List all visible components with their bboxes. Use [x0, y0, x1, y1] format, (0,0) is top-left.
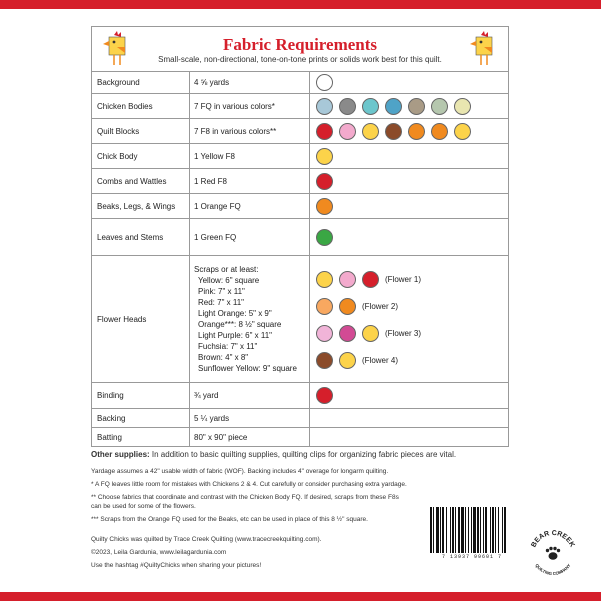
other-supplies: Other supplies: In addition to basic quilting supplies, quilting clips for organizing fabric pieces are vital. — [91, 450, 457, 459]
color-swatch — [362, 271, 379, 288]
barcode-number: 7 13937 99601 7 — [441, 554, 502, 560]
flower-size-line: Scraps or at least: — [194, 265, 259, 274]
color-swatch — [316, 173, 333, 190]
color-swatch — [316, 325, 333, 342]
page-title: Fabric Requirements — [222, 35, 378, 54]
row-label: Batting — [92, 428, 190, 446]
row-swatches — [310, 383, 514, 408]
row-swatches — [310, 144, 514, 168]
color-swatch — [431, 123, 448, 140]
color-swatch — [316, 98, 333, 115]
row-swatches — [310, 71, 514, 93]
row-label: Binding — [92, 383, 190, 408]
chick-icon — [470, 31, 498, 67]
flower-swatches — [310, 256, 514, 382]
color-swatch — [431, 98, 448, 115]
flower-size-line: Light Orange: 5" x 9" — [198, 309, 272, 318]
note-line: * A FQ leaves little room for mistakes with Chickens 2 & 4. Cut carefully or consider purchasing extra yardage. — [91, 481, 407, 488]
bear-creek-logo — [527, 528, 579, 580]
barcode — [426, 505, 518, 557]
flower-group — [316, 298, 398, 315]
flower-group — [316, 271, 421, 288]
table-row — [92, 219, 508, 256]
flower-size-list — [190, 256, 310, 382]
color-swatch — [316, 387, 333, 404]
row-label: Chick Body — [92, 144, 190, 168]
flower-group — [316, 325, 421, 342]
barcode-icon — [426, 505, 518, 555]
row-amount: 5 ¼ yards — [190, 409, 310, 427]
note-line: *** Scraps from the Orange FQ used for the Beaks, etc can be used in place of this 8 ½" square. — [91, 516, 368, 523]
row-swatches — [310, 119, 514, 143]
table-row — [92, 144, 508, 169]
table-row — [92, 383, 508, 409]
table-row — [92, 94, 508, 119]
note-line: ** Choose fabrics that coordinate and contrast with the Chicken Body FQ. If desired, scraps from these F8s — [91, 494, 399, 501]
credit-line: Use the hashtag #QuiltyChicks when sharing your pictures! — [91, 562, 262, 569]
row-swatches — [310, 94, 514, 118]
flower-size-line: Pink: 7" x 11" — [198, 287, 245, 296]
color-swatch — [408, 123, 425, 140]
table-row-flower-heads — [92, 256, 508, 383]
row-swatches — [310, 194, 514, 218]
flower-label: (Flower 2) — [362, 302, 399, 311]
row-amount: ¾ yard — [190, 383, 310, 408]
color-swatch — [316, 229, 333, 246]
color-swatch — [339, 298, 356, 315]
table-row — [92, 194, 508, 219]
color-swatch — [316, 198, 333, 215]
flower-size-line: Red: 7" x 11" — [198, 298, 244, 307]
top-red-bar — [0, 0, 601, 9]
row-amount: 80" x 90" piece — [190, 428, 310, 446]
row-amount: 1 Green FQ — [190, 219, 310, 255]
row-swatches — [310, 409, 514, 427]
note-line: can be used for some of the flowers. — [91, 503, 196, 510]
credit-line: ©2023, Leila Gardunia, www.leilagardunia.com — [91, 549, 227, 556]
color-swatch — [316, 298, 333, 315]
flower-group — [316, 352, 398, 369]
color-swatch — [339, 325, 356, 342]
row-swatches — [310, 428, 514, 446]
table-row — [92, 409, 508, 428]
note-line: Yardage assumes a 42" usable width of fabric (WOF). Backing includes 4" overage for longarm quilting. — [91, 468, 389, 475]
credit-line: Quilty Chicks was quilted by Trace Creek Quilting (www.tracecreekquilting.com). — [91, 536, 322, 543]
row-label: Background — [92, 71, 190, 93]
row-amount: 1 Red F8 — [190, 169, 310, 193]
page-subtitle: Small-scale, non-directional, tone-on-tone prints or solids work best for this quilt. — [158, 55, 442, 64]
color-swatch — [316, 74, 333, 91]
flower-label: (Flower 1) — [385, 275, 422, 284]
svg-text:BEAR CREEK: BEAR CREEK — [530, 529, 576, 549]
color-swatch — [362, 98, 379, 115]
flower-label: (Flower 4) — [362, 356, 399, 365]
table-row — [92, 71, 508, 94]
credits — [91, 533, 421, 572]
table-row — [92, 428, 508, 446]
color-swatch — [316, 148, 333, 165]
flower-size-line: Sunflower Yellow: 9" square — [198, 364, 297, 373]
color-swatch — [385, 98, 402, 115]
flower-size-line: Fuchsia: 7" x 11" — [198, 342, 258, 351]
flower-size-line: Brown: 4" x 8" — [198, 353, 249, 362]
fabric-requirements-table — [91, 26, 509, 447]
color-swatch — [454, 123, 471, 140]
color-swatch — [362, 325, 379, 342]
row-amount: 4 ⅝ yards — [190, 71, 310, 93]
color-swatch — [316, 123, 333, 140]
color-swatch — [385, 123, 402, 140]
color-swatch — [316, 352, 333, 369]
row-label: Combs and Wattles — [92, 169, 190, 193]
row-label: Backing — [92, 409, 190, 427]
bottom-red-bar — [0, 592, 601, 601]
color-swatch — [339, 352, 356, 369]
color-swatch — [316, 271, 333, 288]
flower-label: (Flower 3) — [385, 329, 422, 338]
color-swatch — [339, 123, 356, 140]
row-swatches — [310, 219, 514, 255]
row-swatches — [310, 169, 514, 193]
color-swatch — [339, 271, 356, 288]
color-swatch — [454, 98, 471, 115]
color-swatch — [339, 98, 356, 115]
row-label: Flower Heads — [92, 256, 190, 382]
svg-text:QUILTING COMPANY: QUILTING COMPANY — [534, 562, 572, 577]
row-label: Quilt Blocks — [92, 119, 190, 143]
flower-size-line: Yellow: 6" square — [198, 276, 260, 285]
table-row — [92, 169, 508, 194]
table-row — [92, 119, 508, 144]
row-amount: 1 Yellow F8 — [190, 144, 310, 168]
color-swatch — [408, 98, 425, 115]
color-swatch — [362, 123, 379, 140]
row-amount: 7 F8 in various colors** — [190, 119, 310, 143]
row-label: Leaves and Stems — [92, 219, 190, 255]
row-label: Chicken Bodies — [92, 94, 190, 118]
row-label: Beaks, Legs, & Wings — [92, 194, 190, 218]
row-amount: 7 FQ in various colors* — [190, 94, 310, 118]
flower-size-line: Light Purple: 6" x 11" — [198, 331, 273, 340]
flower-size-line: Orange***: 8 ½" square — [198, 320, 282, 329]
row-amount: 1 Orange FQ — [190, 194, 310, 218]
table-header — [92, 27, 508, 72]
